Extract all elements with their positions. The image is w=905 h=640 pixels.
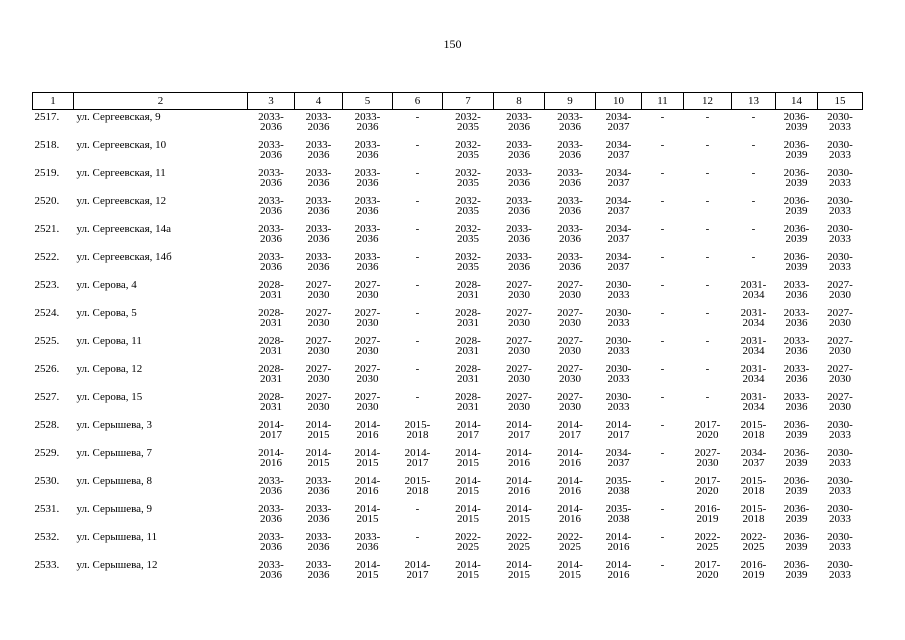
period-cell: 2027- 2030 bbox=[694, 446, 721, 469]
period-cell: - bbox=[705, 194, 710, 207]
period-cell: 2033- 2036 bbox=[258, 166, 284, 189]
period-cell: 2028- 2031 bbox=[455, 278, 481, 301]
period-cell: 2034- 2037 bbox=[605, 446, 632, 469]
period-cell: - bbox=[751, 250, 756, 263]
period-cell: - bbox=[705, 250, 710, 263]
period-cell: 2034- 2037 bbox=[605, 138, 632, 161]
period-cell: 2031- 2034 bbox=[740, 362, 767, 385]
address-cell: ул. Серова, 12 bbox=[76, 362, 143, 375]
period-cell: 2033- 2036 bbox=[783, 390, 810, 413]
page-number: 150 bbox=[443, 37, 462, 51]
period-cell: 2033- 2036 bbox=[506, 138, 532, 161]
period-cell: 2030- 2033 bbox=[605, 362, 632, 385]
period-cell: 2033- 2036 bbox=[783, 334, 810, 357]
period-cell: 2030- 2033 bbox=[827, 222, 853, 245]
period-cell: 2033- 2036 bbox=[354, 138, 381, 161]
period-cell: 2032- 2035 bbox=[455, 250, 481, 273]
period-cell: 2033- 2036 bbox=[305, 502, 332, 525]
period-cell: 2033- 2036 bbox=[354, 530, 381, 553]
period-cell: - bbox=[415, 250, 420, 263]
header-cell: 12 bbox=[684, 93, 732, 110]
period-cell: - bbox=[415, 530, 420, 543]
period-cell: 2033- 2036 bbox=[258, 138, 284, 161]
period-cell: 2014- 2016 bbox=[258, 446, 284, 469]
period-cell: 2030- 2033 bbox=[827, 138, 853, 161]
row-number: 2523. bbox=[34, 278, 60, 291]
period-cell: 2027- 2030 bbox=[305, 334, 332, 357]
period-cell: 2030- 2033 bbox=[827, 558, 853, 581]
table-row bbox=[33, 166, 863, 194]
table-row bbox=[33, 250, 863, 278]
period-cell: - bbox=[660, 166, 665, 179]
period-cell: 2030- 2033 bbox=[827, 446, 853, 469]
period-cell: 2033- 2036 bbox=[506, 194, 532, 217]
period-cell: 2030- 2033 bbox=[605, 306, 632, 329]
period-cell: 2028- 2031 bbox=[258, 390, 284, 413]
row-number: 2518. bbox=[34, 138, 60, 151]
header-cell: 3 bbox=[248, 93, 295, 110]
period-cell: 2022- 2025 bbox=[740, 530, 767, 553]
period-cell: - bbox=[705, 166, 710, 179]
period-cell: 2031- 2034 bbox=[740, 390, 767, 413]
address-cell: ул. Сергеевская, 11 bbox=[76, 166, 166, 179]
period-cell: 2033- 2036 bbox=[783, 278, 810, 301]
period-cell: 2036- 2039 bbox=[783, 111, 810, 133]
period-cell: - bbox=[660, 306, 665, 319]
address-cell: ул. Серова, 4 bbox=[76, 278, 137, 291]
row-number: 2520. bbox=[34, 194, 60, 207]
address-cell: ул. Серышева, 3 bbox=[76, 418, 153, 431]
period-cell: 2033- 2036 bbox=[557, 250, 583, 273]
row-number: 2526. bbox=[34, 362, 60, 375]
period-cell: - bbox=[660, 278, 665, 291]
period-cell: 2034- 2037 bbox=[605, 111, 632, 133]
period-cell: 2027- 2030 bbox=[506, 390, 532, 413]
row-number: 2527. bbox=[34, 390, 60, 403]
period-cell: 2036- 2039 bbox=[783, 166, 810, 189]
period-cell: 2034- 2037 bbox=[605, 166, 632, 189]
period-cell: 2032- 2035 bbox=[455, 194, 481, 217]
period-cell: 2033- 2036 bbox=[506, 250, 532, 273]
period-cell: 2017- 2020 bbox=[694, 418, 721, 441]
period-cell: 2033- 2036 bbox=[258, 474, 284, 497]
period-cell: 2028- 2031 bbox=[258, 362, 284, 385]
period-cell: 2030- 2033 bbox=[827, 502, 853, 525]
period-cell: 2027- 2030 bbox=[557, 362, 583, 385]
period-cell: 2032- 2035 bbox=[455, 138, 481, 161]
period-cell: 2036- 2039 bbox=[783, 418, 810, 441]
table-row bbox=[33, 334, 863, 362]
period-cell: 2014- 2017 bbox=[404, 558, 431, 581]
period-cell: 2027- 2030 bbox=[305, 390, 332, 413]
period-cell: 2014- 2016 bbox=[506, 446, 532, 469]
address-cell: ул. Серова, 15 bbox=[76, 390, 143, 403]
address-cell: ул. Серышева, 7 bbox=[76, 446, 153, 459]
period-cell: - bbox=[705, 222, 710, 235]
header-cell: 4 bbox=[295, 93, 343, 110]
period-cell: - bbox=[751, 222, 756, 235]
period-cell: - bbox=[415, 194, 420, 207]
period-cell: - bbox=[660, 418, 665, 431]
period-cell: - bbox=[751, 194, 756, 207]
address-cell: ул. Серышева, 8 bbox=[76, 474, 153, 487]
period-cell: 2033- 2036 bbox=[305, 222, 332, 245]
row-number: 2522. bbox=[34, 250, 60, 263]
period-cell: 2014- 2017 bbox=[506, 418, 532, 441]
address-cell: ул. Сергеевская, 9 bbox=[76, 111, 161, 123]
period-cell: 2015- 2018 bbox=[740, 502, 767, 525]
period-cell: 2014- 2015 bbox=[455, 446, 481, 469]
period-cell: - bbox=[660, 446, 665, 459]
period-cell: 2027- 2030 bbox=[557, 278, 583, 301]
period-cell: 2016- 2019 bbox=[694, 502, 721, 525]
period-cell: 2036- 2039 bbox=[783, 194, 810, 217]
period-cell: 2014- 2017 bbox=[404, 446, 431, 469]
period-cell: 2033- 2036 bbox=[305, 558, 332, 581]
period-cell: - bbox=[660, 250, 665, 263]
period-cell: 2034- 2037 bbox=[605, 250, 632, 273]
row-number: 2525. bbox=[34, 334, 60, 347]
table-row bbox=[33, 446, 863, 474]
period-cell: 2014- 2015 bbox=[455, 502, 481, 525]
period-cell: - bbox=[705, 362, 710, 375]
period-cell: 2014- 2016 bbox=[605, 558, 632, 581]
period-cell: 2033- 2036 bbox=[258, 558, 284, 581]
period-cell: 2035- 2038 bbox=[605, 502, 632, 525]
period-cell: 2032- 2035 bbox=[455, 222, 481, 245]
period-cell: 2014- 2017 bbox=[605, 418, 632, 441]
header-cell: 1 bbox=[33, 93, 74, 110]
address-cell: ул. Сергеевская, 14б bbox=[76, 250, 172, 263]
period-cell: - bbox=[660, 502, 665, 515]
period-cell: 2022- 2025 bbox=[557, 530, 583, 553]
header-cell: 15 bbox=[818, 93, 863, 110]
period-cell: 2034- 2037 bbox=[740, 446, 767, 469]
table-row bbox=[33, 306, 863, 334]
period-cell: 2028- 2031 bbox=[455, 390, 481, 413]
period-cell: 2014- 2015 bbox=[305, 418, 332, 441]
period-cell: 2033- 2036 bbox=[305, 138, 332, 161]
period-cell: 2014- 2015 bbox=[455, 474, 481, 497]
table-row bbox=[33, 474, 863, 502]
period-cell: 2014- 2015 bbox=[455, 558, 481, 581]
row-number: 2529. bbox=[34, 446, 60, 459]
period-cell: 2022- 2025 bbox=[455, 530, 481, 553]
period-cell: 2027- 2030 bbox=[354, 390, 381, 413]
row-number: 2528. bbox=[34, 418, 60, 431]
period-cell: 2027- 2030 bbox=[506, 306, 532, 329]
period-cell: 2017- 2020 bbox=[694, 474, 721, 497]
period-cell: 2014- 2015 bbox=[354, 558, 381, 581]
table-row bbox=[33, 418, 863, 446]
period-cell: 2027- 2030 bbox=[827, 362, 853, 385]
period-cell: 2027- 2030 bbox=[354, 362, 381, 385]
period-cell: 2032- 2035 bbox=[455, 166, 481, 189]
row-number: 2530. bbox=[34, 474, 60, 487]
period-cell: - bbox=[660, 362, 665, 375]
period-cell: 2027- 2030 bbox=[305, 362, 332, 385]
period-cell: 2027- 2030 bbox=[506, 362, 532, 385]
period-cell: - bbox=[660, 111, 665, 123]
period-cell: 2028- 2031 bbox=[455, 306, 481, 329]
address-cell: ул. Серова, 5 bbox=[76, 306, 137, 319]
address-cell: ул. Серышева, 12 bbox=[76, 558, 158, 571]
period-cell: 2014- 2016 bbox=[557, 474, 583, 497]
header-cell: 9 bbox=[545, 93, 596, 110]
period-cell: - bbox=[660, 334, 665, 347]
period-cell: 2027- 2030 bbox=[827, 306, 853, 329]
period-cell: - bbox=[660, 222, 665, 235]
row-number: 2533. bbox=[34, 558, 60, 571]
period-cell: 2016- 2019 bbox=[740, 558, 767, 581]
table-row bbox=[33, 558, 863, 586]
table-row bbox=[33, 194, 863, 222]
period-cell: - bbox=[660, 390, 665, 403]
period-cell: 2014- 2016 bbox=[354, 418, 381, 441]
period-cell: - bbox=[705, 278, 710, 291]
period-cell: 2017- 2020 bbox=[694, 558, 721, 581]
period-cell: 2014- 2015 bbox=[506, 558, 532, 581]
period-cell: 2015- 2018 bbox=[404, 474, 431, 497]
period-cell: - bbox=[660, 474, 665, 487]
period-cell: - bbox=[415, 306, 420, 319]
period-cell: 2028- 2031 bbox=[455, 334, 481, 357]
period-cell: - bbox=[415, 111, 420, 123]
period-cell: 2027- 2030 bbox=[305, 306, 332, 329]
row-number: 2532. bbox=[34, 530, 60, 543]
table-row bbox=[33, 222, 863, 250]
address-cell: ул. Сергеевская, 14а bbox=[76, 222, 172, 235]
period-cell: 2027- 2030 bbox=[305, 278, 332, 301]
period-cell: 2014- 2015 bbox=[354, 446, 381, 469]
period-cell: - bbox=[660, 530, 665, 543]
period-cell: - bbox=[705, 334, 710, 347]
period-cell: 2033- 2036 bbox=[258, 194, 284, 217]
table-row bbox=[33, 502, 863, 530]
period-cell: 2028- 2031 bbox=[258, 334, 284, 357]
period-cell: 2033- 2036 bbox=[506, 166, 532, 189]
period-cell: 2033- 2036 bbox=[305, 530, 332, 553]
header-cell: 10 bbox=[596, 93, 642, 110]
row-number: 2517. bbox=[34, 111, 60, 123]
period-cell: 2032- 2035 bbox=[455, 111, 481, 133]
period-cell: 2033- 2036 bbox=[258, 111, 284, 133]
period-cell: 2014- 2015 bbox=[557, 558, 583, 581]
period-cell: 2033- 2036 bbox=[258, 250, 284, 273]
period-cell: 2014- 2017 bbox=[455, 418, 481, 441]
period-cell: - bbox=[415, 362, 420, 375]
address-cell: ул. Сергеевская, 10 bbox=[76, 138, 167, 151]
period-cell: 2033- 2036 bbox=[783, 362, 810, 385]
period-cell: 2027- 2030 bbox=[506, 278, 532, 301]
period-cell: - bbox=[415, 222, 420, 235]
period-cell: 2014- 2017 bbox=[557, 418, 583, 441]
period-cell: - bbox=[415, 390, 420, 403]
period-cell: 2030- 2033 bbox=[827, 474, 853, 497]
period-cell: - bbox=[415, 502, 420, 515]
period-cell: - bbox=[705, 111, 710, 123]
period-cell: 2033- 2036 bbox=[354, 222, 381, 245]
period-cell: - bbox=[705, 306, 710, 319]
period-cell: 2031- 2034 bbox=[740, 278, 767, 301]
header-cell: 14 bbox=[776, 93, 818, 110]
period-cell: 2027- 2030 bbox=[557, 390, 583, 413]
header-cell: 2 bbox=[74, 93, 248, 110]
period-cell: 2033- 2036 bbox=[354, 166, 381, 189]
address-cell: ул. Сергеевская, 12 bbox=[76, 194, 167, 207]
period-cell: 2030- 2033 bbox=[827, 194, 853, 217]
period-cell: 2030- 2033 bbox=[827, 250, 853, 273]
table-row bbox=[33, 362, 863, 390]
period-cell: 2030- 2033 bbox=[827, 166, 853, 189]
row-number: 2524. bbox=[34, 306, 60, 319]
header-cell: 11 bbox=[642, 93, 684, 110]
period-cell: 2030- 2033 bbox=[605, 334, 632, 357]
period-cell: 2014- 2015 bbox=[506, 502, 532, 525]
period-cell: 2030- 2033 bbox=[827, 111, 853, 133]
period-cell: 2022- 2025 bbox=[506, 530, 532, 553]
period-cell: 2036- 2039 bbox=[783, 138, 810, 161]
period-cell: 2014- 2016 bbox=[557, 502, 583, 525]
period-cell: 2033- 2036 bbox=[305, 250, 332, 273]
period-cell: 2033- 2036 bbox=[506, 222, 532, 245]
period-cell: 2014- 2015 bbox=[354, 502, 381, 525]
period-cell: 2022- 2025 bbox=[694, 530, 721, 553]
period-cell: 2027- 2030 bbox=[354, 334, 381, 357]
period-cell: 2030- 2033 bbox=[827, 418, 853, 441]
period-cell: 2033- 2036 bbox=[258, 502, 284, 525]
table-body bbox=[33, 110, 863, 586]
period-cell: 2033- 2036 bbox=[305, 194, 332, 217]
period-cell: - bbox=[751, 138, 756, 151]
period-cell: - bbox=[415, 138, 420, 151]
period-cell: 2028- 2031 bbox=[455, 362, 481, 385]
period-cell: 2027- 2030 bbox=[557, 306, 583, 329]
address-cell: ул. Серышева, 9 bbox=[76, 502, 153, 515]
period-cell: 2033- 2036 bbox=[557, 166, 583, 189]
table-row bbox=[33, 278, 863, 306]
period-cell: 2030- 2033 bbox=[605, 278, 632, 301]
period-cell: 2033- 2036 bbox=[305, 166, 332, 189]
period-cell: 2034- 2037 bbox=[605, 194, 632, 217]
header-cell: 8 bbox=[494, 93, 545, 110]
header-cell: 13 bbox=[732, 93, 776, 110]
period-cell: 2036- 2039 bbox=[783, 530, 810, 553]
period-cell: - bbox=[415, 334, 420, 347]
period-cell: - bbox=[660, 558, 665, 571]
period-cell: 2015- 2018 bbox=[740, 418, 767, 441]
period-cell: 2015- 2018 bbox=[404, 418, 431, 441]
address-cell: ул. Серышева, 11 bbox=[76, 530, 158, 543]
period-cell: 2014- 2017 bbox=[258, 418, 284, 441]
period-cell: 2033- 2036 bbox=[506, 111, 532, 133]
period-cell: 2033- 2036 bbox=[783, 306, 810, 329]
period-cell: 2014- 2016 bbox=[354, 474, 381, 497]
period-cell: 2030- 2033 bbox=[827, 530, 853, 553]
row-number: 2521. bbox=[34, 222, 60, 235]
period-cell: 2033- 2036 bbox=[258, 222, 284, 245]
period-cell: 2027- 2030 bbox=[827, 390, 853, 413]
header-row bbox=[33, 93, 863, 110]
period-cell: 2033- 2036 bbox=[305, 474, 332, 497]
period-cell: 2027- 2030 bbox=[506, 334, 532, 357]
period-cell: - bbox=[705, 390, 710, 403]
row-number: 2519. bbox=[34, 166, 60, 179]
period-cell: 2033- 2036 bbox=[305, 111, 332, 133]
period-cell: 2028- 2031 bbox=[258, 278, 284, 301]
period-cell: 2033- 2036 bbox=[354, 250, 381, 273]
period-cell: 2030- 2033 bbox=[605, 390, 632, 413]
period-cell: - bbox=[660, 138, 665, 151]
header-cell: 7 bbox=[443, 93, 494, 110]
period-cell: 2027- 2030 bbox=[827, 334, 853, 357]
period-cell: 2036- 2039 bbox=[783, 222, 810, 245]
period-cell: - bbox=[415, 166, 420, 179]
period-cell: 2015- 2018 bbox=[740, 474, 767, 497]
period-cell: 2027- 2030 bbox=[557, 334, 583, 357]
period-cell: - bbox=[705, 138, 710, 151]
address-cell: ул. Серова, 11 bbox=[76, 334, 142, 347]
period-cell: 2033- 2036 bbox=[557, 138, 583, 161]
period-cell: 2027- 2030 bbox=[354, 306, 381, 329]
period-cell: 2014- 2016 bbox=[506, 474, 532, 497]
table-row bbox=[33, 138, 863, 166]
row-number: 2531. bbox=[34, 502, 60, 515]
period-cell: 2036- 2039 bbox=[783, 502, 810, 525]
period-cell: 2033- 2036 bbox=[354, 194, 381, 217]
period-cell: 2036- 2039 bbox=[783, 474, 810, 497]
period-cell: - bbox=[660, 194, 665, 207]
table-row bbox=[33, 110, 863, 138]
period-cell: 2033- 2036 bbox=[354, 111, 381, 133]
period-cell: 2033- 2036 bbox=[258, 530, 284, 553]
period-cell: 2033- 2036 bbox=[557, 194, 583, 217]
period-cell: - bbox=[751, 111, 756, 123]
period-cell: 2036- 2039 bbox=[783, 250, 810, 273]
header-cell: 5 bbox=[343, 93, 393, 110]
period-cell: 2034- 2037 bbox=[605, 222, 632, 245]
period-cell: 2035- 2038 bbox=[605, 474, 632, 497]
period-cell: 2027- 2030 bbox=[827, 278, 853, 301]
period-cell: 2036- 2039 bbox=[783, 446, 810, 469]
period-cell: - bbox=[751, 166, 756, 179]
header-cell: 6 bbox=[393, 93, 443, 110]
period-cell: - bbox=[415, 278, 420, 291]
period-cell: 2028- 2031 bbox=[258, 306, 284, 329]
period-cell: 2027- 2030 bbox=[354, 278, 381, 301]
period-cell: 2014- 2016 bbox=[557, 446, 583, 469]
period-cell: 2033- 2036 bbox=[557, 222, 583, 245]
period-cell: 2033- 2036 bbox=[557, 111, 583, 133]
table-row bbox=[33, 530, 863, 558]
period-cell: 2031- 2034 bbox=[740, 334, 767, 357]
register-table bbox=[32, 92, 863, 586]
period-cell: 2014- 2015 bbox=[305, 446, 332, 469]
period-cell: 2036- 2039 bbox=[783, 558, 810, 581]
period-cell: 2014- 2016 bbox=[605, 530, 632, 553]
period-cell: 2031- 2034 bbox=[740, 306, 767, 329]
table-row bbox=[33, 390, 863, 418]
